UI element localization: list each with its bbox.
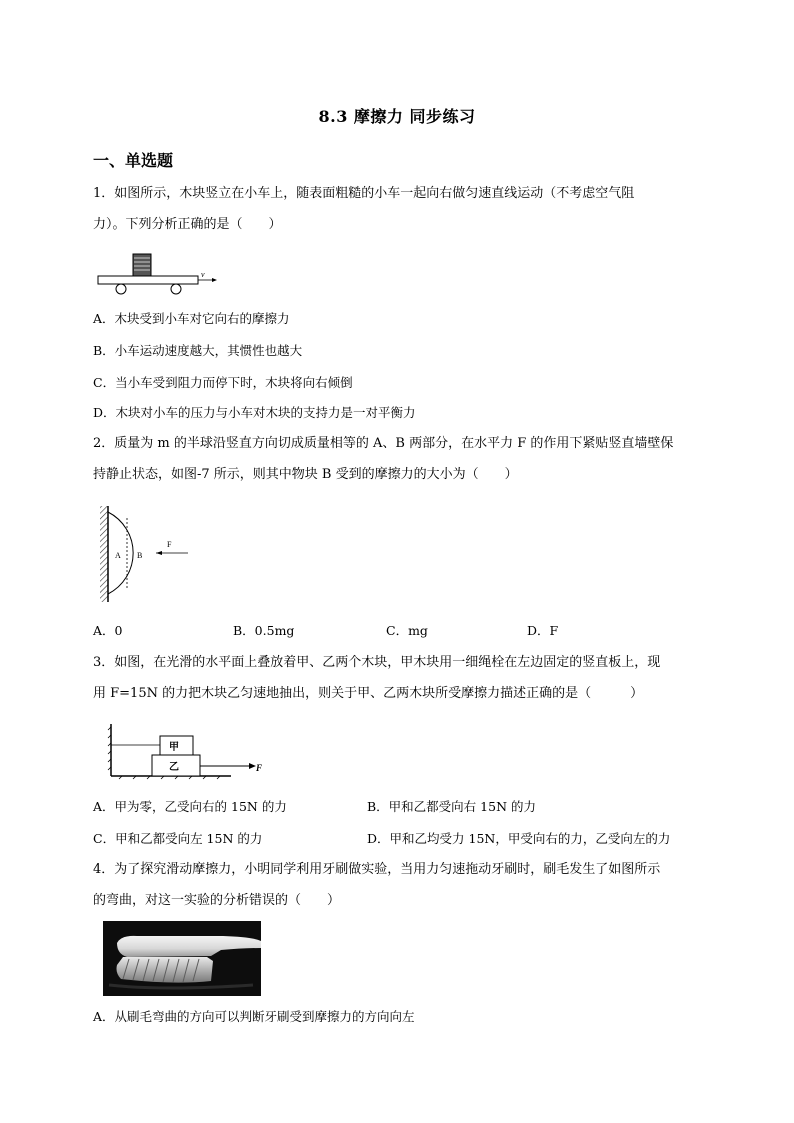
question-3-option-d[interactable]: D．甲和乙均受力 15N，甲受向右的力，乙受向左的力 (367, 831, 671, 846)
section-heading: 一、单选题 (93, 151, 174, 170)
page-title: 8.3 摩擦力 同步练习 (318, 107, 476, 126)
question-2-option-b[interactable]: B．0.5mg (233, 623, 295, 638)
question-3-option-c[interactable]: C．甲和乙都受向左 15N 的力 (93, 831, 263, 846)
question-1-option-c[interactable]: C．当小车受到阻力而停下时，木块将向右倾倒 (93, 375, 353, 390)
question-3-option-a[interactable]: A．甲为零，乙受向右的 15N 的力 (93, 799, 287, 814)
question-4-stem-line2: 的弯曲，对这一实验的分析错误的（ ） (93, 893, 341, 908)
question-1-figure-cart (96, 250, 226, 296)
question-2-option-c[interactable]: C．mg (386, 623, 428, 638)
question-1-option-a[interactable]: A．木块受到小车对它向右的摩擦力 (93, 311, 290, 326)
question-1-option-b[interactable]: B．小车运动速度越大，其惯性也越大 (93, 343, 303, 358)
label-f: F (167, 540, 172, 549)
label-a: A (115, 551, 121, 560)
velocity-label: v (201, 270, 205, 279)
question-4-stem-line1: 4．为了探究滑动摩擦力，小明同学利用牙刷做实验，当用力匀速拖动牙刷时，刷毛发生了如图所示 (93, 862, 661, 877)
question-3-figure-blocks (103, 720, 263, 782)
question-2-option-d[interactable]: D．F (527, 623, 559, 638)
label-b: B (137, 551, 143, 560)
label-jia: 甲 (169, 742, 179, 753)
question-3-option-b[interactable]: B．甲和乙都受向右 15N 的力 (367, 799, 536, 814)
question-4-toothbrush-photo (103, 921, 261, 996)
question-2-figure-hemisphere (96, 500, 196, 606)
question-3-stem-line1: 3．如图，在光滑的水平面上叠放着甲、乙两个木块，甲木块用一细绳栓在左边固定的竖直板上，现 (93, 655, 661, 670)
question-1-stem-line1: 1．如图所示，木块竖立在小车上，随表面粗糙的小车一起向右做匀速直线运动（不考虑空气阻 (93, 186, 635, 201)
question-2-option-a[interactable]: A．0 (93, 623, 123, 638)
label-yi: 乙 (169, 762, 179, 773)
question-1-option-d[interactable]: D．木块对小车的压力与小车对木块的支持力是一对平衡力 (93, 405, 416, 420)
question-1-stem-line2: 力）。下列分析正确的是（ ） (93, 217, 282, 232)
question-4-option-a[interactable]: A．从刷毛弯曲的方向可以判断牙刷受到摩擦力的方向向左 (93, 1009, 415, 1024)
question-2-stem-line2: 持静止状态，如图-7 所示，则其中物块 B 受到的摩擦力的大小为（ ） (93, 467, 518, 482)
question-3-stem-line2: 用 F=15N 的力把木块乙匀速地抽出，则关于甲、乙两木块所受摩擦力描述正确的是（ ） (93, 686, 644, 701)
question-2-stem-line1: 2．质量为 m 的半球沿竖直方向切成质量相等的 A、B 两部分，在水平力 F 的作用下紧贴竖直墙壁保 (93, 436, 674, 451)
label-f: F (256, 763, 263, 773)
